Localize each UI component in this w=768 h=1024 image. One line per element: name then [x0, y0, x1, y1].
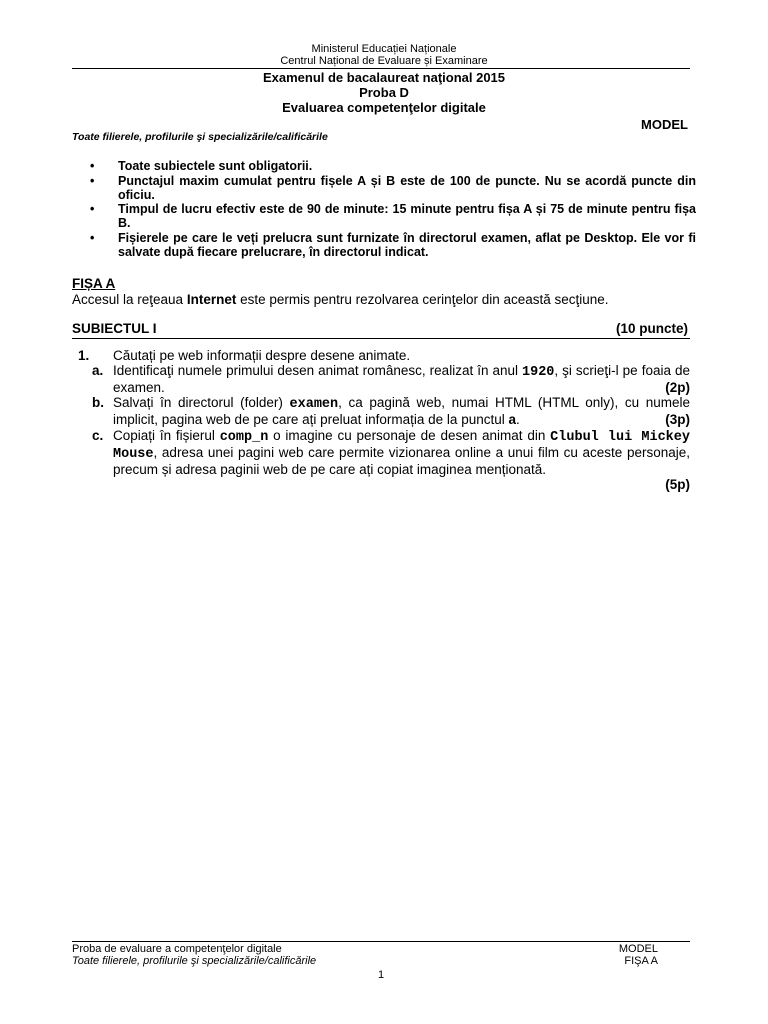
question-1-number: 1.: [78, 348, 90, 363]
footer-rule: [72, 941, 690, 942]
task-a: [72, 363, 690, 395]
task-b: [72, 395, 690, 427]
task-c-text: Copiați în fișierul comp_n o imagine cu personaje de desen animat din Clubul lui Mickey Mouse, adresa unei pagini web care permite vizionarea online a unui film cu aceste personaje, precum și adresa paginii web de pe care ați copiat imaginea menționată.: [113, 428, 690, 477]
task-b-text: Salvați în directorul (folder) examen, ca pagină web, numai HTML (HTML only), cu numele implicit, pagina web de pe care ați preluat informația de la punctul a. (3p): [113, 395, 690, 427]
fisa-intro: Accesul la reţeaua Internet este permis pentru rezolvarea cerinţelor din această secţiune.: [72, 292, 609, 307]
ministry-name: Ministerul Educației Naționale: [311, 43, 457, 55]
subiect-rule: [72, 338, 690, 339]
footer-left-1: Proba de evaluare a competenţelor digitale: [72, 943, 282, 955]
task-b-label: b.: [92, 395, 104, 410]
task-c: [72, 428, 690, 492]
bullet-icon: •: [90, 159, 95, 173]
task-a-label: a.: [92, 363, 104, 378]
exam-title: Examenul de bacalaureat naţional 2015: [262, 70, 506, 85]
question-1-text: Căutați pe web informații despre desene animate.: [113, 348, 411, 363]
question-1: [72, 348, 690, 363]
instruction-item: • Toate subiectele sunt obligatorii.: [90, 159, 313, 173]
subiect-points: (10 puncte): [615, 321, 688, 336]
footer-right-2: FIŞA A: [624, 955, 658, 967]
scope-note: Toate filierele, profilurile şi specializările/calificările: [72, 131, 328, 143]
bullet-icon: •: [90, 173, 95, 188]
page-number: 1: [378, 969, 385, 981]
subiect-title: SUBIECTUL I: [72, 321, 157, 336]
header-rule: [72, 68, 690, 69]
proba-title: Proba D: [359, 85, 409, 100]
center-name: Centrul Național de Evaluare și Examinare: [280, 55, 488, 67]
instruction-item: • Timpul de lucru efectiv este de 90 de minute: 15 minute pentru fișa A și 75 de minute pentru fișa B.: [90, 202, 696, 230]
instruction-item: • Fișierele pe care le veți prelucra sunt furnizate în directorul examen, aflat pe Desktop. Ele vor fi salvate după fiecare prelucrare, în directorul indicat.: [90, 230, 696, 259]
evaluation-title: Evaluarea competenţelor digitale: [282, 100, 486, 115]
fisa-title: FIȘA A: [72, 276, 116, 291]
task-b-points: (3p): [665, 412, 690, 427]
footer-left-2: Toate filierele, profilurile şi specializările/calificările: [72, 955, 317, 967]
model-label: MODEL: [641, 117, 688, 132]
footer-right-1: MODEL: [618, 943, 658, 955]
bullet-icon: •: [90, 202, 95, 216]
task-a-text: Identificaţi numele primului desen animat românesc, realizat în anul 1920, şi scrieţi-l pe foaia de examen. (2p): [113, 363, 690, 395]
task-c-points: (5p): [665, 477, 690, 492]
instruction-item: • Punctajul maxim cumulat pentru fișele A și B este de 100 de puncte. Nu se acordă puncte din oficiu.: [90, 173, 696, 202]
task-c-label: c.: [92, 428, 104, 443]
task-a-points: (2p): [665, 380, 690, 395]
bullet-icon: •: [90, 230, 95, 245]
instructions-list: [72, 159, 696, 259]
